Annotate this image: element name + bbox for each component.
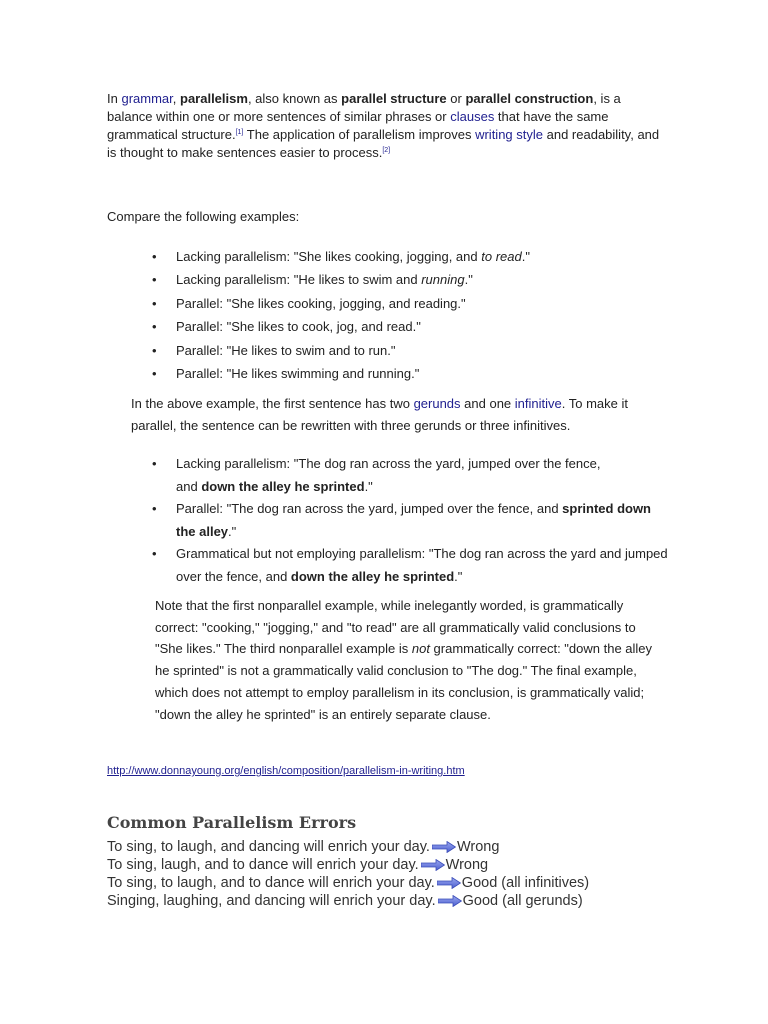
compare-heading: Compare the following examples: (107, 209, 300, 224)
list-item: • Parallel: "She likes cooking, jogging, and reading." (152, 294, 530, 317)
bullet: • (152, 342, 157, 358)
bullet: • (152, 249, 157, 264)
list-item: • Lacking parallelism: "She likes cooking, jogging, and to read." (152, 247, 530, 270)
list-item: • Parallel: "He likes swimming and running." (152, 364, 530, 387)
link-gerunds[interactable]: gerunds (413, 396, 461, 411)
intro-text: The application of parallelism improves (243, 127, 476, 142)
error-verdict: Good (all gerunds) (462, 893, 583, 909)
bullet: • (152, 295, 157, 311)
error-verdict: Wrong (456, 839, 500, 855)
bullet: • (152, 456, 157, 471)
intro-text: that have the same grammatical structure. (107, 109, 609, 142)
right-arrow-icon (432, 841, 456, 853)
examples-list (152, 247, 530, 387)
intro-text: and readability, and is thought to make sentences easier to process. (107, 127, 660, 160)
list-item: • Grammatical but not employing parallelism: "The dog ran across the yard and jumped over the fence, and down the alley he sprinted." (152, 543, 672, 588)
bullet: • (152, 546, 157, 561)
reference-2[interactable]: [2] (382, 147, 391, 154)
examples-list-2 (152, 453, 672, 588)
explanation-paragraph: In the above example, the first sentence has two gerunds and one infinitive. To make it parallel, the sentence can be rewritten with three gerunds or three infinitives. (131, 396, 628, 433)
note-paragraph: Note that the first nonparallel example, while inelegantly worded, is grammatically correct: "cooking," "jogging," and "to read" are all grammatically valid conclusions to "She likes." The third nonparallel example is not grammatically correct: "down the alley he sprinted" is not a grammatically valid conclusion to "The dog." The final example, which does not attempt to employ parallelism in its conclusion, is grammatically valid; "down the alley he sprinted" is an entirely separate clause. (155, 598, 653, 722)
list-item: • Lacking parallelism: "He likes to swim and running." (152, 270, 530, 293)
term-parallel-construction: parallel construction (465, 91, 594, 106)
bullet: • (152, 501, 157, 516)
list-item: • Parallel: "The dog ran across the yard, jumped over the fence, and sprinted down the alley." (152, 498, 672, 543)
intro-text: In (107, 91, 122, 106)
intro-text: , is a balance within one or more sentences of similar phrases or (107, 91, 621, 124)
error-row (107, 874, 589, 892)
list-item: • Parallel: "He likes to swim and to run." (152, 341, 530, 364)
intro-text: or (446, 91, 466, 106)
error-verdict: Wrong (445, 857, 489, 873)
error-sentence: To sing, laugh, and to dance will enrich your day. (107, 857, 419, 873)
link-infinitive[interactable]: infinitive (514, 396, 562, 411)
error-row (107, 856, 589, 874)
errors-list (107, 838, 589, 910)
right-arrow-icon (438, 895, 462, 907)
bullet: • (152, 272, 157, 288)
right-arrow-icon (421, 859, 445, 871)
error-sentence: To sing, to laugh, and dancing will enrich your day. (107, 839, 430, 855)
right-arrow-icon (437, 877, 461, 889)
link-clauses[interactable]: clauses (450, 109, 495, 124)
list-item: • Lacking parallelism: "The dog ran across the yard, jumped over the fence, and down the alley he sprinted." (152, 453, 672, 498)
intro-text: , also known as (247, 91, 342, 106)
term-parallelism: parallelism (180, 91, 248, 106)
error-sentence: To sing, to laugh, and to dance will enrich your day. (107, 875, 435, 891)
bullet: • (152, 319, 157, 335)
bullet: • (152, 365, 157, 381)
term-parallel-structure: parallel structure (341, 91, 447, 106)
intro-paragraph (107, 90, 667, 162)
link-writing-style[interactable]: writing style (475, 127, 544, 142)
error-sentence: Singing, laughing, and dancing will enrich your day. (107, 893, 436, 909)
error-row (107, 892, 589, 910)
error-row (107, 838, 589, 856)
errors-heading: Common Parallelism Errors (107, 813, 357, 832)
error-verdict: Good (all infinitives) (461, 875, 590, 891)
reference-1[interactable]: [1] (235, 129, 244, 136)
source-link[interactable]: http://www.donnayoung.org/english/composition/parallelism-in-writing.htm (107, 765, 465, 777)
intro-text: , (172, 91, 180, 106)
link-grammar[interactable]: grammar (121, 91, 173, 106)
list-item: • Parallel: "She likes to cook, jog, and read." (152, 317, 530, 340)
